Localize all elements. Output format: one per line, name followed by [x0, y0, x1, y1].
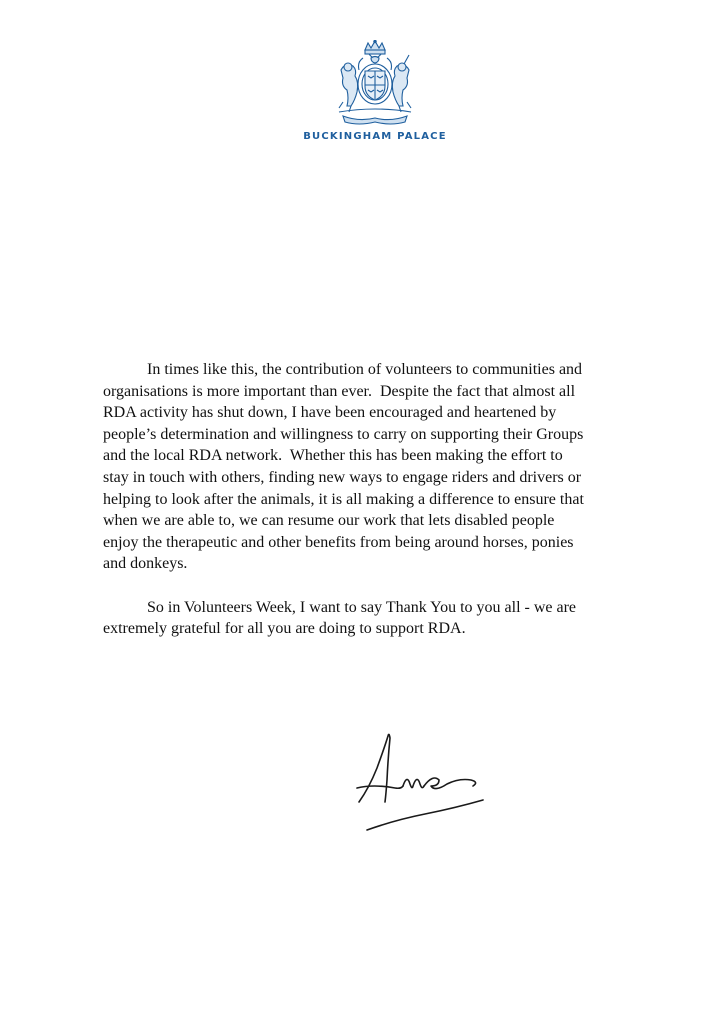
letter-line: stay in touch with others, finding new ways to engage riders and drivers or: [103, 468, 582, 486]
letter-line: enjoy the therapeutic and other benefits from being around horses, ponies: [103, 533, 574, 551]
letter-line: RDA activity has shut down, I have been encouraged and heartened by: [103, 404, 557, 422]
letter-line: extremely grateful for all you are doing to support RDA.: [103, 620, 466, 638]
letter-line: So in Volunteers Week, I want to say Thank You to you all - we are: [147, 598, 577, 616]
letter-line: and the local RDA network. Whether this has been making the effort to: [103, 447, 563, 465]
letter-line: and donkeys.: [103, 555, 188, 573]
letter-line: organisations is more important than ever. Despite the fact that almost all: [103, 382, 576, 400]
royal-crest-icon: [333, 40, 417, 126]
letterhead-title: BUCKINGHAM PALACE: [303, 131, 447, 142]
letter-line: people’s determination and willingness to carry on supporting their Groups: [103, 425, 584, 443]
paragraph-gap: [103, 575, 633, 597]
letter-line: In times like this, the contribution of volunteers to communities and: [147, 361, 583, 378]
signature: [355, 728, 505, 838]
letter-line: when we are able to, we can resume our work that lets disabled people: [103, 512, 555, 530]
letter-line: helping to look after the animals, it is all making a difference to ensure that: [103, 490, 584, 508]
letter-body: [103, 359, 633, 640]
